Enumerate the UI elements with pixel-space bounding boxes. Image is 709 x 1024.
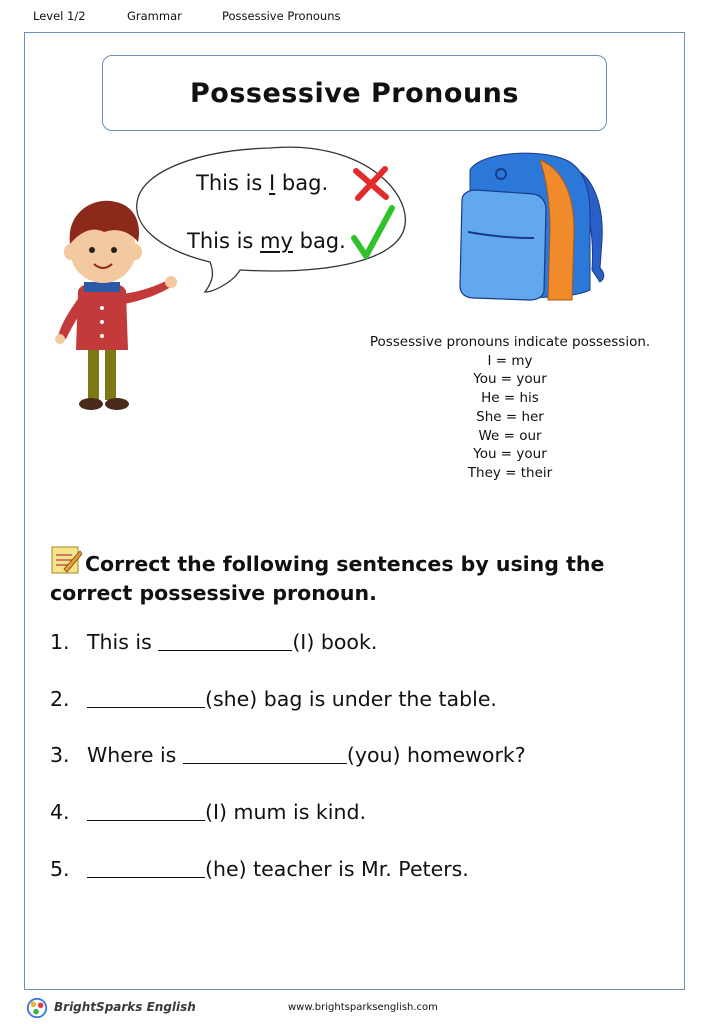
- info-pair: She = her: [476, 408, 544, 425]
- footer-brand: BrightSparks English: [54, 1000, 196, 1014]
- red-cross-icon: [352, 165, 390, 201]
- header-topic: Possessive Pronouns: [222, 9, 341, 23]
- brightsparks-logo-icon: [24, 996, 50, 1020]
- right-pronoun: my: [260, 229, 293, 253]
- question-4: 4. (I) mum is kind.: [50, 800, 366, 824]
- header-subject: Grammar: [127, 9, 182, 23]
- info-pair: We = our: [478, 427, 542, 444]
- question-5: 5. (he) teacher is Mr. Peters.: [50, 857, 469, 881]
- info-pair: I = my: [487, 352, 533, 369]
- speech-right-sentence: This is my bag.: [187, 229, 346, 253]
- backpack-illustration: [460, 153, 604, 300]
- answer-blank[interactable]: [158, 632, 292, 651]
- answer-blank[interactable]: [87, 689, 205, 708]
- page-title: Possessive Pronouns: [190, 77, 519, 109]
- question-3: 3. Where is (you) homework?: [50, 743, 526, 767]
- header-level: Level 1/2: [33, 9, 86, 23]
- notepad-pencil-icon: [50, 545, 83, 575]
- question-2: 2. (she) bag is under the table.: [50, 687, 497, 711]
- wrong-pronoun: I: [269, 171, 276, 195]
- answer-blank[interactable]: [87, 859, 205, 878]
- pronoun-info: [340, 333, 680, 483]
- footer-url[interactable]: www.brightsparksenglish.com: [288, 1002, 438, 1013]
- info-pair: They = their: [467, 464, 553, 481]
- info-pair: You = your: [473, 446, 547, 463]
- info-pair: You = your: [473, 371, 547, 388]
- green-check-icon: [350, 204, 396, 262]
- speech-wrong-sentence: This is I bag.: [196, 171, 329, 195]
- info-intro: Possessive pronouns indicate possession.: [369, 334, 651, 350]
- exercise-instruction: Correct the following sentences by using the correct possessive pronoun.: [50, 545, 670, 608]
- info-pair: He = his: [481, 390, 539, 407]
- answer-blank[interactable]: [183, 745, 347, 764]
- answer-blank[interactable]: [87, 802, 205, 821]
- question-1: 1. This is (I) book.: [50, 630, 378, 654]
